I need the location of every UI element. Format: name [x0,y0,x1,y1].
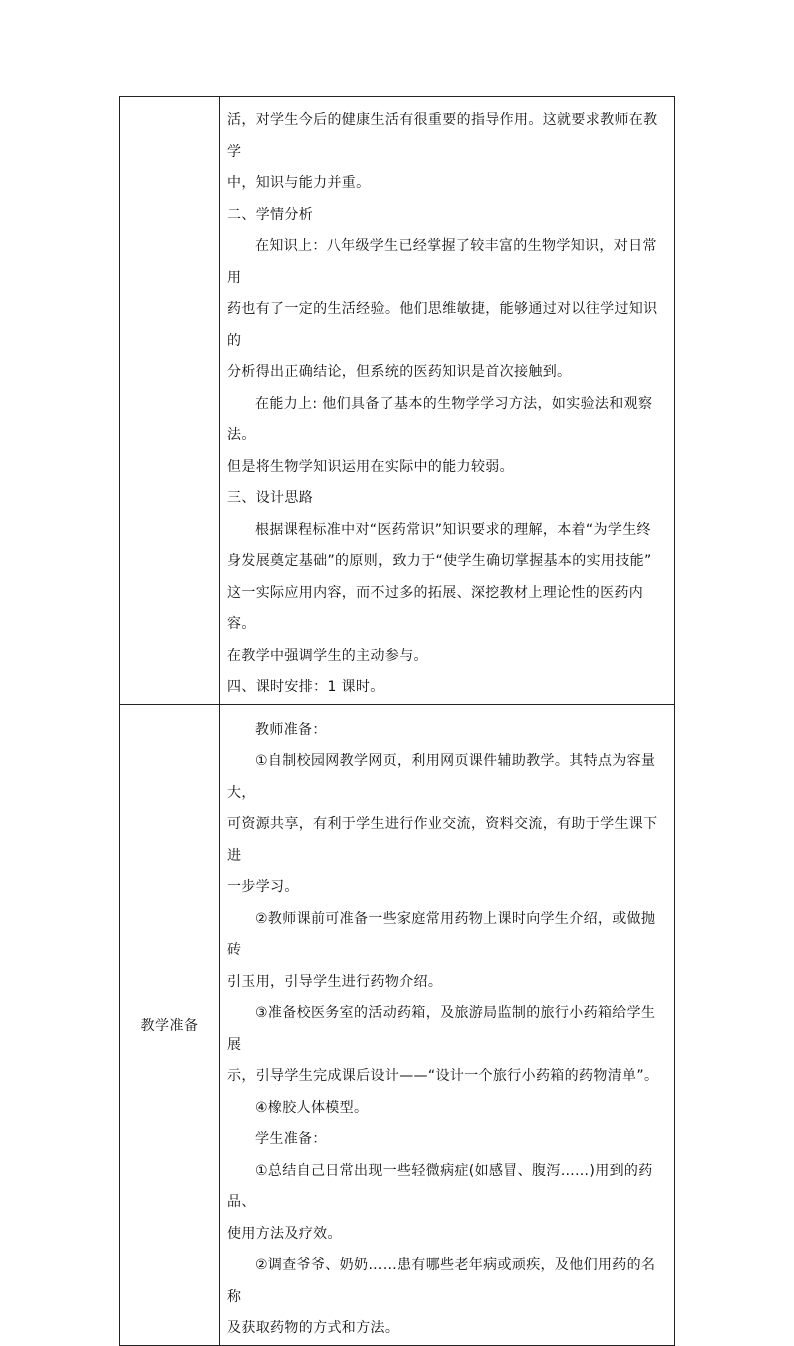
row-label-teaching-preparation: 教学准备 [120,704,220,1345]
text-line: 身发展奠定基础”的原则，致力于“使学生确切掌握基本的实用技能” [227,553,652,569]
text-line: ②教师课前可准备一些家庭常用药物上课时向学生介绍，或做抛砖 [227,910,656,958]
section-heading-design-idea: 三、设计思路 [227,490,314,506]
content-cell-top [220,97,675,705]
section-heading-schedule: 四、课时安排：1 课时。 [227,679,385,695]
text-line: 但是将生物学知识运用在实际中的能力较弱。 [227,458,514,475]
text-line: 中，知识与能力并重。 [227,175,371,191]
text-line: 在教学中强调学生的主动参与。 [227,647,428,664]
content-cell-bottom [220,704,675,1345]
text-line: 引玉用，引导学生进行药物介绍。 [227,973,443,990]
section-heading-student-analysis: 二、学情分析 [227,206,314,223]
text-line: ①总结自己日常出现一些轻微病症(如感冒、腹泻……)用到的药品、 [227,1162,653,1210]
text-line: 可资源共享，有利于学生进行作业交流，资料交流，有助于学生课下进 [227,816,658,864]
table-row-teaching-preparation [120,704,675,1345]
text-line: 药也有了一定的生活经验。他们思维敏捷，能够通过对以往学过知识的 [227,301,658,349]
table-row-continuation [120,97,675,705]
text-line: 分析得出正确结论，但系统的医药知识是首次接触到。 [227,364,572,380]
text-line: 在能力上: 他们具备了基本的生物学学习方法，如实验法和观察法。 [227,395,653,443]
lesson-plan-table [119,96,675,1346]
text-line: 活，对学生今后的健康生活有很重要的指导作用。这就要求教师在教学 [227,112,658,160]
text-line: ②调查爷爷、奶奶……患有哪些老年病或顽疾，及他们用药的名称 [227,1257,656,1305]
text-line: 这一实际应用内容，而不过多的拓展、深挖教材上理论性的医药内容。 [227,584,644,632]
label-cell-empty [120,97,220,705]
text-line: 使用方法及疗效。 [227,1225,342,1242]
text-line: ④橡胶人体模型。 [255,1099,369,1116]
subheading-student-preparation: 学生准备： [255,1131,327,1147]
text-line: 在知识上：八年级学生已经掌握了较丰富的生物学知识，对日常用 [227,238,657,286]
text-line: ①自制校园网教学网页，利用网页课件辅助教学。其特点为容量大， [227,753,656,801]
text-line: ③准备校医务室的活动药箱，及旅游局监制的旅行小药箱给学生展 [227,1005,656,1053]
subheading-teacher-preparation: 教师准备： [255,721,327,738]
text-line: 一步学习。 [227,879,299,895]
text-line: 及获取药物的方式和方法。 [227,1320,400,1336]
text-line: 示，引导学生完成课后设计——“设计一个旅行小药箱的药物清单”。 [227,1068,659,1084]
text-line: 根据课程标准中对“医药常识”知识要求的理解，本着“为学生终 [255,521,651,538]
